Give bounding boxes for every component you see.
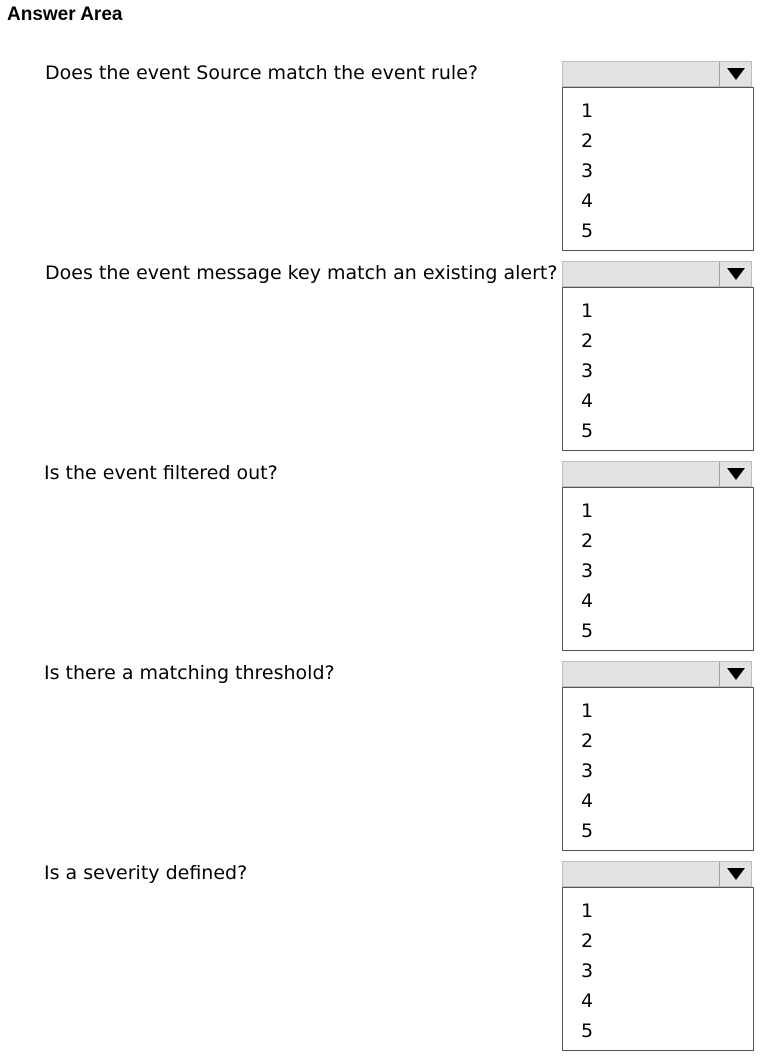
dropdown-option-5[interactable]: 5	[581, 620, 594, 642]
dropdown-option-3[interactable]: 3	[581, 560, 594, 582]
question-text-1: Does the event Source match the event rule?	[45, 62, 478, 84]
dropdown-option-3[interactable]: 3	[581, 960, 594, 982]
question-text-5: Is a severity defined?	[44, 862, 248, 884]
triangle-down-icon	[727, 868, 745, 880]
dropdown-list-4	[562, 687, 754, 851]
dropdown-list-3	[562, 487, 754, 651]
dropdown-option-1[interactable]: 1	[581, 900, 594, 922]
dropdown-option-3[interactable]: 3	[581, 160, 594, 182]
dropdown-option-2[interactable]: 2	[581, 730, 594, 752]
question-text-2: Does the event message key match an existing alert?	[45, 262, 558, 284]
dropdown-option-2[interactable]: 2	[581, 530, 594, 552]
dropdown-option-1[interactable]: 1	[581, 300, 594, 322]
dropdown-option-1[interactable]: 1	[581, 500, 594, 522]
dropdown-list-1	[562, 87, 754, 251]
dropdown-2[interactable]	[562, 261, 752, 287]
dropdown-3[interactable]	[562, 461, 752, 487]
dropdown-option-3[interactable]: 3	[581, 360, 594, 382]
dropdown-5[interactable]	[562, 861, 752, 887]
question-text-4: Is there a matching threshold?	[44, 662, 335, 684]
triangle-down-icon	[727, 68, 745, 80]
dropdown-option-1[interactable]: 1	[581, 100, 594, 122]
question-block-3	[0, 461, 778, 653]
dropdown-list-2	[562, 287, 754, 451]
dropdown-list-5	[562, 887, 754, 1051]
dropdown-1[interactable]	[562, 61, 752, 87]
question-block-1	[0, 61, 778, 253]
question-block-5	[0, 861, 778, 1053]
dropdown-option-4[interactable]: 4	[581, 590, 594, 612]
answer-area-title: Answer Area	[7, 4, 123, 25]
dropdown-toggle-3[interactable]	[719, 462, 751, 486]
triangle-down-icon	[727, 668, 745, 680]
dropdown-4[interactable]	[562, 661, 752, 687]
dropdown-toggle-1[interactable]	[719, 62, 751, 86]
dropdown-option-4[interactable]: 4	[581, 390, 594, 412]
dropdown-option-2[interactable]: 2	[581, 330, 594, 352]
dropdown-option-5[interactable]: 5	[581, 420, 594, 442]
dropdown-option-4[interactable]: 4	[581, 990, 594, 1012]
triangle-down-icon	[727, 268, 745, 280]
dropdown-toggle-4[interactable]	[719, 662, 751, 686]
dropdown-toggle-2[interactable]	[719, 262, 751, 286]
triangle-down-icon	[727, 468, 745, 480]
dropdown-option-5[interactable]: 5	[581, 820, 594, 842]
dropdown-option-5[interactable]: 5	[581, 1020, 594, 1042]
dropdown-option-4[interactable]: 4	[581, 790, 594, 812]
dropdown-option-4[interactable]: 4	[581, 190, 594, 212]
dropdown-option-2[interactable]: 2	[581, 930, 594, 952]
question-block-4	[0, 661, 778, 853]
dropdown-toggle-5[interactable]	[719, 862, 751, 886]
dropdown-option-2[interactable]: 2	[581, 130, 594, 152]
dropdown-option-3[interactable]: 3	[581, 760, 594, 782]
question-text-3: Is the event filtered out?	[44, 462, 278, 484]
question-block-2	[0, 261, 778, 453]
dropdown-option-5[interactable]: 5	[581, 220, 594, 242]
dropdown-option-1[interactable]: 1	[581, 700, 594, 722]
